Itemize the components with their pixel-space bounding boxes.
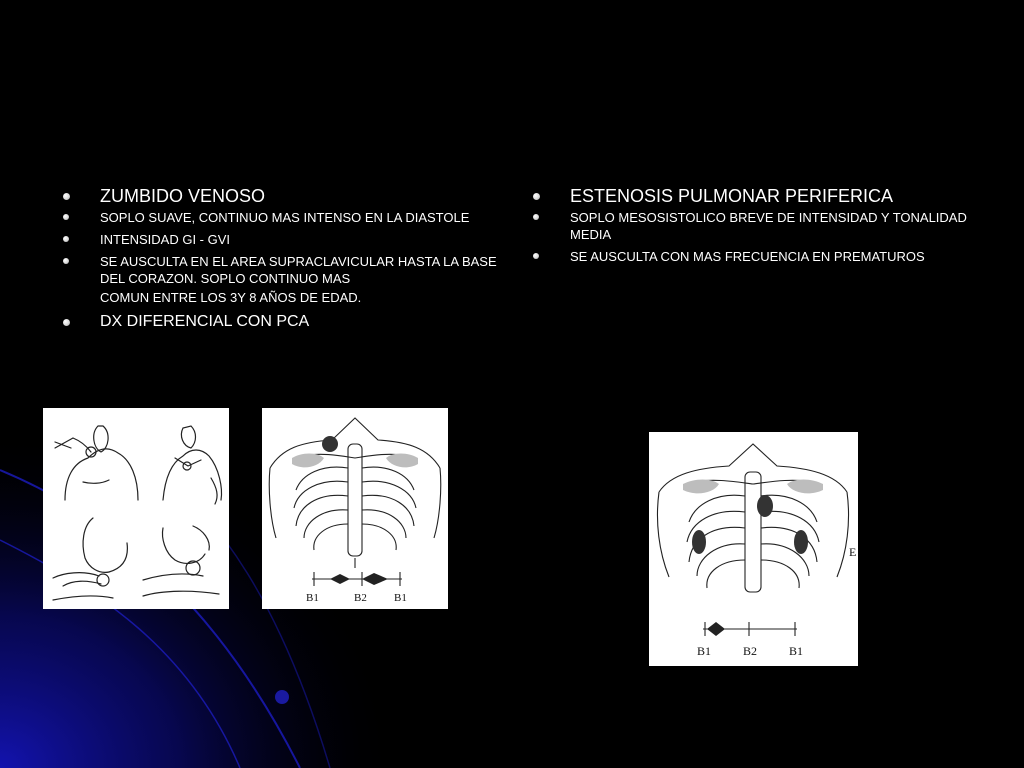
chest-diagram-venous-hum (262, 408, 448, 609)
right-title: ESTENOSIS PULMONAR PERIFERICA (570, 186, 894, 206)
left-dx-item (58, 311, 498, 333)
bullet-icon (533, 214, 539, 220)
hands-illustration (43, 408, 229, 609)
chest2-label-b1-right: B1 (789, 644, 804, 658)
bullet-icon (63, 319, 70, 326)
left-title: ZUMBIDO VENOSO (100, 186, 266, 206)
bullet-icon (63, 236, 69, 242)
chest2-label-b1-left: B1 (697, 644, 712, 658)
left-item-1: SOPLO SUAVE, CONTINUO MAS INTENSO EN LA DIASTOLE (58, 209, 498, 226)
left-bullet-list (58, 185, 498, 333)
bullet-icon (533, 193, 540, 200)
bullet-icon (533, 253, 539, 259)
chest-diagram-pulmonary-stenosis (649, 432, 858, 666)
left-item-2: INTENSIDAD GI - GVI (58, 231, 498, 248)
chest1-label-b1-left: B1 (306, 592, 319, 604)
left-item-3-continued: COMUN ENTRE LOS 3Y 8 AÑOS DE EDAD. (100, 290, 362, 305)
right-item-1: SOPLO MESOSISTOLICO BREVE DE INTENSIDAD Y TONALIDAD MEDIA (528, 209, 988, 243)
left-title-item (58, 185, 498, 207)
chest1-label-b1-right: B1 (394, 592, 407, 604)
right-column (528, 185, 988, 270)
bullet-icon (63, 258, 69, 264)
bullet-icon (63, 193, 70, 200)
auscultation-hands-figure (43, 408, 229, 609)
left-column (58, 185, 498, 335)
right-bullet-list (528, 185, 988, 265)
left-dx: DX DIFERENCIAL CON PCA (100, 313, 310, 330)
chest2-edge-letter: E (849, 545, 857, 559)
bullet-icon (63, 214, 69, 220)
left-item-3: SE AUSCULTA EN EL AREA SUPRACLAVICULAR HASTA LA BASE DEL CORAZON. SOPLO CONTINUO MAS COMUN ENTRE LOS 3Y 8 AÑOS DE EDAD. (58, 253, 498, 306)
chest1-label-b2: B2 (354, 592, 367, 604)
right-title-item (528, 185, 988, 207)
chest2-label-b2: B2 (743, 644, 758, 658)
right-item-2: SE AUSCULTA CON MAS FRECUENCIA EN PREMATUROS (528, 248, 988, 265)
